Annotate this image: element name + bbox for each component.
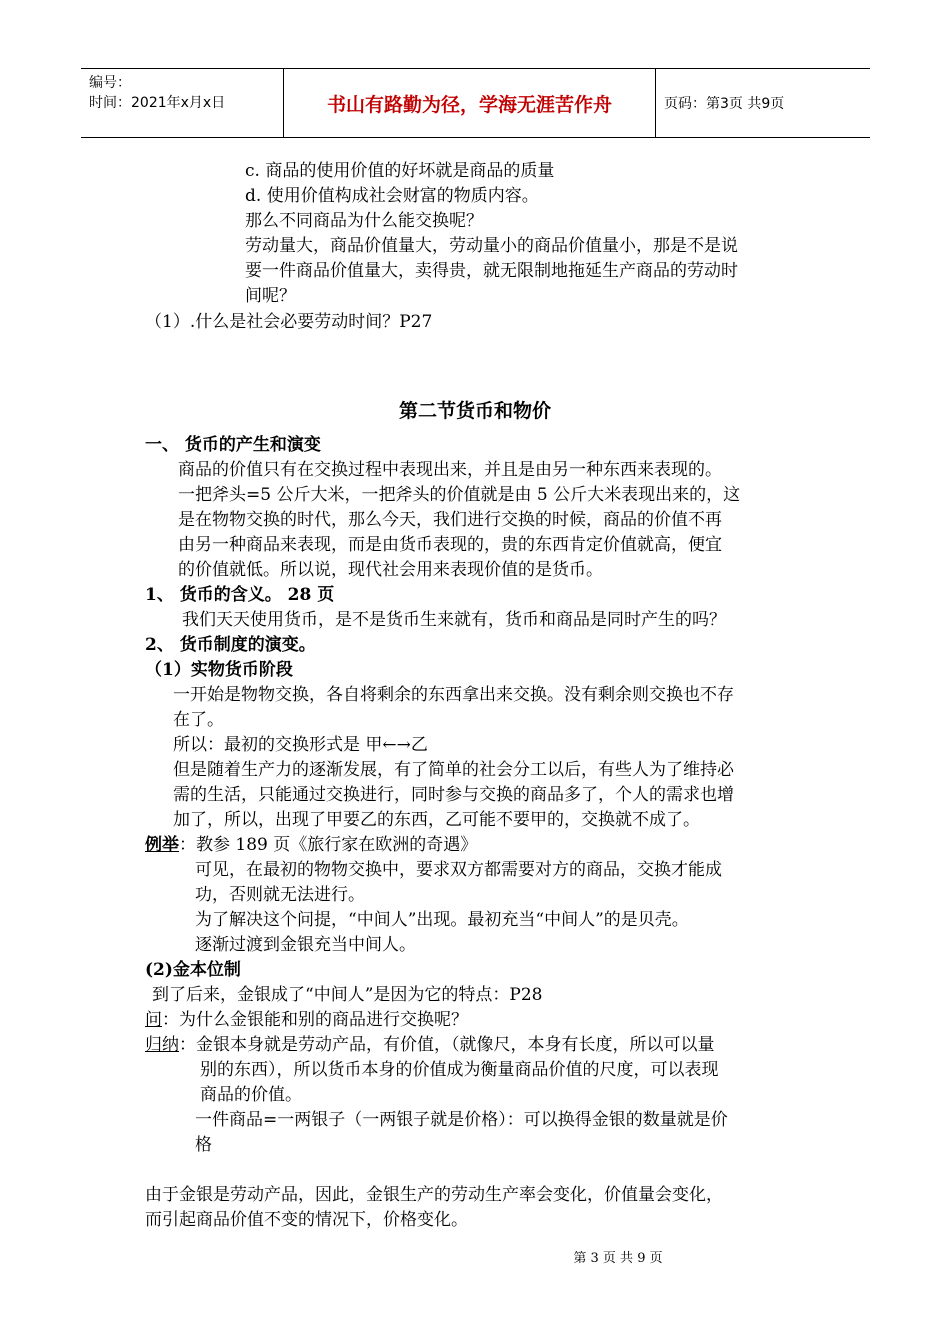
text-line: 所以：最初的交换形式是 甲←→乙 bbox=[173, 735, 428, 755]
text-line: 功，否则就无法进行。 bbox=[195, 885, 365, 905]
page-footer: 第 3 页 共 9 页 bbox=[573, 1251, 663, 1266]
text-line: 一件商品=一两银子（一两银子就是价格）：可以换得金银的数量就是价 bbox=[195, 1110, 728, 1130]
question-text: ：为什么金银能和别的商品进行交换呢？ bbox=[162, 1010, 468, 1030]
text-line: 需的生活，只能通过交换进行，同时参与交换的商品多了，个人的需求也增 bbox=[173, 785, 734, 805]
question-line bbox=[145, 1008, 468, 1032]
text-line: 那么不同商品为什么能交换呢？ bbox=[245, 211, 483, 231]
header-motto: 书山有路勤为径，学海无涯苦作舟 bbox=[326, 93, 612, 116]
text-line: 别的东西），所以货币本身的价值成为衡量商品价值的尺度，可以表现 bbox=[200, 1060, 719, 1080]
heading-2: 1、 货币的含义。 28 页 bbox=[145, 585, 335, 605]
text-line: 可见，在最初的物物交换中，要求双方都需要对方的商品，交换才能成 bbox=[195, 860, 722, 880]
text-line: 逐渐过渡到金银充当中间人。 bbox=[195, 935, 416, 955]
heading-3: 2、 货币制度的演变。 bbox=[145, 635, 316, 655]
text-line: 我们天天使用货币，是不是货币生来就有，货币和商品是同时产生的吗？ bbox=[182, 610, 726, 630]
text-line: 劳动量大，商品价值量大，劳动量小的商品价值量小，那是不是说 bbox=[245, 236, 738, 256]
text-line: 格 bbox=[195, 1135, 212, 1155]
question-label: 问 bbox=[145, 1010, 162, 1030]
text-line: 在了。 bbox=[173, 710, 224, 730]
text-line: 但是随着生产力的逐渐发展，有了简单的社会分工以后，有些人为了维持必 bbox=[173, 760, 734, 780]
text-line: 加了，所以，出现了甲要乙的东西，乙可能不要甲的，交换就不成了。 bbox=[173, 810, 700, 830]
heading-1: 一、 货币的产生和演变 bbox=[145, 435, 321, 455]
heading-5: (2)金本位制 bbox=[145, 960, 241, 980]
page-header bbox=[81, 68, 870, 138]
header-meta bbox=[81, 69, 284, 137]
example-line bbox=[145, 833, 477, 857]
text-line: 一把斧头=5 公斤大米，一把斧头的价值就是由 5 公斤大米表现出来的，这 bbox=[178, 485, 741, 505]
doc-number-label: 编号： bbox=[89, 75, 131, 91]
header-page-number: 页码：第3页 共9页 bbox=[664, 96, 785, 112]
text-line: d. 使用价值构成社会财富的物质内容。 bbox=[245, 186, 539, 206]
summary-label: 归纳 bbox=[145, 1035, 179, 1055]
text-line: 的价值就低。所以说，现代社会用来表现价值的是货币。 bbox=[178, 560, 603, 580]
header-page-cell bbox=[656, 69, 870, 137]
text-line: 是在物物交换的时代，那么今天，我们进行交换的时候，商品的价值不再 bbox=[178, 510, 722, 530]
section-title: 第二节货币和物价 bbox=[398, 400, 551, 422]
summary-line bbox=[145, 1033, 715, 1057]
text-line: 间呢？ bbox=[245, 286, 296, 306]
text-line: 要一件商品价值量大，卖得贵，就无限制地拖延生产商品的劳动时 bbox=[245, 261, 738, 281]
summary-text: ：金银本身就是劳动产品，有价值，（就像尺，本身有长度，所以可以量 bbox=[179, 1035, 715, 1055]
text-line: （1）.什么是社会必要劳动时间？P27 bbox=[145, 312, 433, 332]
doc-date-label: 时间：2021年x月x日 bbox=[89, 95, 226, 111]
header-motto-cell bbox=[284, 69, 656, 137]
text-line: c. 商品的使用价值的好坏就是商品的质量 bbox=[245, 161, 555, 181]
example-label: 例举 bbox=[145, 835, 179, 855]
text-line: 一开始是物物交换，各自将剩余的东西拿出来交换。没有剩余则交换也不存 bbox=[173, 685, 734, 705]
text-line: 而引起商品价值不变的情况下，价格变化。 bbox=[145, 1210, 468, 1230]
example-text: ：教参 189 页《旅行家在欧洲的奇遇》 bbox=[179, 835, 478, 855]
text-line: 为了解决这个问提，“中间人”出现。最初充当“中间人”的是贝壳。 bbox=[195, 910, 689, 930]
heading-4: （1）实物货币阶段 bbox=[145, 660, 293, 680]
text-line: 由另一种商品来表现，而是由货币表现的，贵的东西肯定价值就高，便宜 bbox=[178, 535, 722, 555]
text-line: 到了后来，金银成了“中间人”是因为它的特点：P28 bbox=[152, 985, 543, 1005]
text-line: 由于金银是劳动产品，因此，金银生产的劳动生产率会变化，价值量会变化， bbox=[145, 1185, 723, 1205]
text-line: 商品的价值只有在交换过程中表现出来，并且是由另一种东西来表现的。 bbox=[178, 460, 722, 480]
text-line: 商品的价值。 bbox=[200, 1085, 302, 1105]
